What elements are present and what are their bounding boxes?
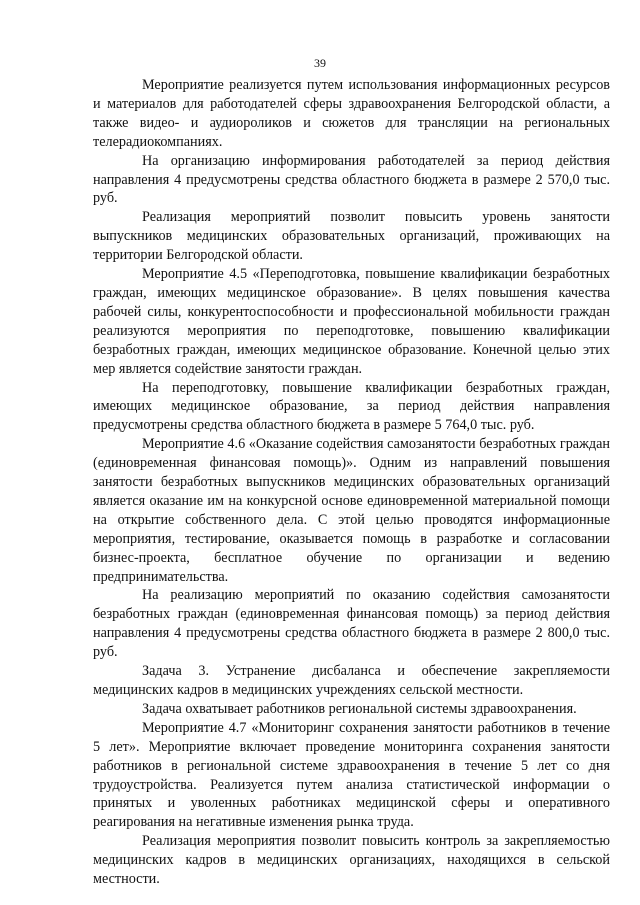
paragraph: Мероприятие 4.7 «Мониторинг сохранения занятости работников в течение 5 лет». Мероприятие включает проведение мониторинга сохранения занятости работников в региональной системе здравоохранения в течение 5 лет со дня трудоустройства. Реализуется путем анализа статистической информации о принятых и уволенных работниках медицинской сферы и оперативного реагирования на негативные изменения рынка труда.: [93, 719, 610, 831]
paragraph: Задача 3. Устранение дисбаланса и обеспечение закрепляемости медицинских кадров в медицинских учреждениях сельской местности.: [93, 663, 610, 698]
paragraph: На реализацию мероприятий по оказанию содействия самозанятости безработных граждан (единовременная финансовая помощь) за период действия направления 4 предусмотрены средства областного бюджета в размере 2 800,0 тыс. руб.: [93, 587, 610, 661]
paragraph: Мероприятие реализуется путем использования информационных ресурсов и материалов для работодателей сферы здравоохранения Белгородской области, а также видео- и аудиороликов и сюжетов для трансляции на региональных телерадиокомпаниях.: [93, 77, 610, 150]
paragraph: Мероприятие 4.6 «Оказание содействия самозанятости безработных граждан (единовременная финансовая помощь)». Одним из направлений повышения занятости безработных выпускников медицинских образовательных организаций является оказание им на конкурсной основе единовременной материальной помощи на открытие собственного дела. С этой целью проводятся информационные мероприятия, тестирование, оказывается помощь в разработке и согласовании бизнес-проекта, бесплатное обучение по организации и ведению предпринимательства.: [93, 436, 610, 585]
paragraph: Задача охватывает работников региональной системы здравоохранения.: [142, 700, 577, 717]
paragraph: Реализация мероприятия позволит повысить контроль за закрепляемостью медицинских кадров в медицинских организациях, находящихся в сельской местности.: [93, 833, 610, 888]
paragraph: Реализация мероприятий позволит повысить уровень занятости выпускников медицинских образовательных организаций, проживающих на территории Белгородской области.: [93, 209, 610, 264]
paragraph: На переподготовку, повышение квалификации безработных граждан, имеющих медицинское образование, за период действия направления предусмотрены средства областного бюджета в размере 5 764,0 тыс. руб.: [93, 379, 610, 434]
document-body: [93, 76, 610, 889]
paragraph: Мероприятие 4.5 «Переподготовка, повышение квалификации безработных граждан, имеющих медицинское образование». В целях повышения качества рабочей силы, конкурентоспособности и профессиональной мобильности граждан реализуются мероприятия по переподготовке, повышению квалификации безработных граждан, имеющих медицинское образование. Конечной целью этих мер является содействие занятости граждан.: [93, 266, 610, 377]
page-number: 39: [314, 56, 326, 70]
paragraph: На организацию информирования работодателей за период действия направления 4 предусмотрены средства областного бюджета в размере 2 570,0 тыс. руб.: [93, 152, 610, 207]
